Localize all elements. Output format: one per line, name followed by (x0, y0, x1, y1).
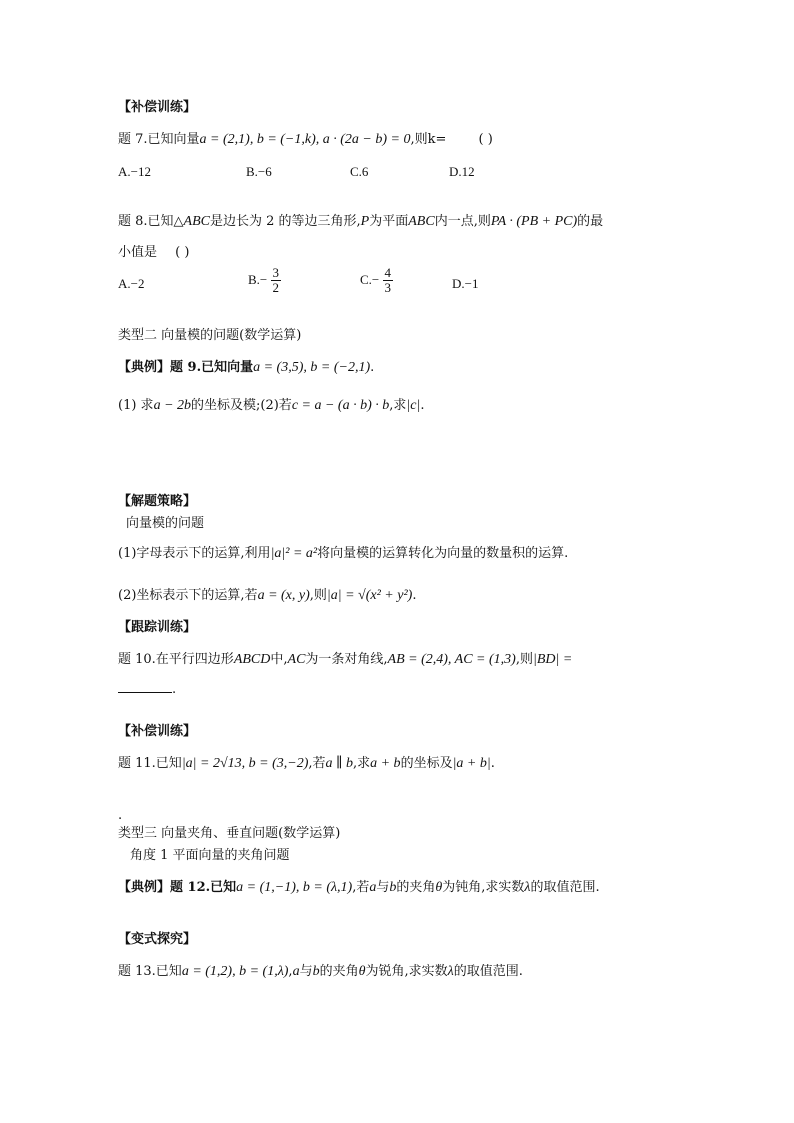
q8-option-c-sign: − (371, 271, 380, 287)
strategy-p2-expression: a = (x, y) (257, 588, 310, 603)
q7-option-a: A.−12 (118, 164, 151, 179)
question-9-subparts (118, 398, 424, 415)
q8-option-c-denominator: 3 (384, 280, 392, 296)
stray-dot: . (118, 808, 123, 823)
q11-end: . (490, 756, 495, 771)
q12-vector-a: a (369, 880, 377, 895)
q13-lambda: λ (447, 964, 454, 979)
q12-mid2: 与 (376, 880, 390, 895)
q8-option-b-denominator: 2 (272, 280, 280, 296)
q8-line2-text: 小值是 (118, 245, 158, 260)
q8-abc: ABC (183, 214, 210, 229)
strategy-header: 【解题策略】 (118, 494, 197, 509)
strategy-p2-end: . (412, 588, 417, 603)
q7-expression: a = (2,1), b = (−1,k), a · (2a − b) = 0 (199, 132, 411, 147)
strategy-p1-prefix: (1)字母表示下的运算,利用 (118, 546, 271, 561)
q8-p: P (360, 214, 370, 229)
angle-1-title: 角度 1 平面向量的夹角问题 (130, 848, 290, 863)
question-9 (118, 360, 374, 377)
question-11 (118, 756, 495, 773)
q9-prefix: 【典例】题 9.已知向量 (118, 360, 254, 375)
q9-sub-mid2: ,求 (389, 398, 407, 413)
q9-end: . (370, 360, 375, 375)
q9-sub-expression: a − 2b (153, 398, 192, 413)
q8-mid2: 为平面 (369, 214, 409, 229)
type-three-title: 类型三 向量夹角、垂直问题(数学运算) (118, 826, 341, 841)
q8-prefix: 题 8.已知△ (118, 214, 184, 229)
q8-option-c (360, 266, 393, 296)
strategy-point-1 (118, 546, 568, 563)
q10-abcd: ABCD (233, 652, 271, 667)
q12-lambda: λ (524, 880, 531, 895)
q9-expression: a = (3,5), b = (−2,1) (253, 360, 371, 375)
type-two-title: 类型二 向量模的问题(数学运算) (118, 328, 302, 343)
q10-mid3: ,则 (515, 652, 533, 667)
q13-expression: a = (1,2), b = (1,λ) (181, 964, 289, 979)
strategy-p1-suffix: 将向量模的运算转化为向量的数量积的运算. (317, 546, 569, 561)
q12-prefix: 【典例】题 12.已知 (118, 880, 237, 895)
q8-option-c-fraction (383, 266, 394, 296)
question-8-line1 (118, 214, 603, 231)
q7-answer-paren: ( ) (478, 132, 493, 147)
q13-end: 的取值范围. (453, 964, 523, 979)
q13-vector-b: b (312, 964, 320, 979)
q7-option-d: D.12 (449, 164, 475, 179)
q11-expression2: a ∥ b (325, 756, 353, 771)
q11-mid2: ,求 (352, 756, 371, 771)
strategy-title: 向量模的问题 (126, 516, 205, 531)
q8-answer-paren: ( ) (175, 245, 190, 260)
q13-prefix: 题 13.已知 (118, 964, 182, 979)
q12-vector-b: b (389, 880, 397, 895)
strategy-p2-mid: ,则 (309, 588, 327, 603)
question-13 (118, 964, 523, 981)
q13-mid3: 的夹角 (319, 964, 359, 979)
strategy-p1-expression: |a|² = a² (270, 546, 318, 561)
follow-up-header: 【跟踪训练】 (118, 620, 197, 635)
q8-option-b-numerator: 3 (272, 265, 280, 280)
q11-mid: ,若 (308, 756, 326, 771)
q13-mid: , (288, 964, 293, 979)
q13-theta: θ (358, 964, 366, 979)
q8-option-b-sign: − (259, 271, 268, 287)
q12-expression: a = (1,−1), b = (λ,1) (236, 880, 353, 895)
q11-expression: |a| = 2√13, b = (3,−2) (181, 756, 309, 771)
q12-theta: θ (435, 880, 443, 895)
q8-option-b (248, 266, 281, 296)
question-8-line2 (118, 245, 189, 261)
q8-mid: 是边长为 2 的等边三角形, (210, 214, 361, 229)
q8-end: 的最 (577, 214, 604, 229)
question-10-blank-line (118, 682, 176, 698)
q10-prefix: 题 10.在平行四边形 (118, 652, 234, 667)
q8-abc2: ABC (408, 214, 435, 229)
q8-expression: PA · (PB + PC) (490, 214, 578, 229)
q9-sub-end: . (420, 398, 425, 413)
q10-expression: AB = (2,4), AC = (1,3) (387, 652, 516, 667)
q10-expression2: |BD| = (532, 652, 573, 667)
q9-sub-prefix: (1) 求 (118, 398, 154, 413)
q8-option-b-label: B. (248, 271, 260, 287)
q11-prefix: 题 11.已知 (118, 756, 182, 771)
q8-option-d: D.−1 (452, 276, 479, 291)
q10-mid: 中, (270, 652, 288, 667)
q9-sub-expression2: c = a − (a · b) · b (291, 398, 390, 413)
question-7 (118, 132, 493, 149)
question-12 (118, 880, 600, 897)
q12-end: 的取值范围. (530, 880, 600, 895)
q7-option-c: C.6 (350, 164, 369, 179)
question-10 (118, 652, 572, 669)
q12-mid: ,若 (352, 880, 370, 895)
q10-ac: AC (287, 652, 306, 667)
q9-sub-mid: 的坐标及模;(2)若 (191, 398, 292, 413)
q8-option-a: A.−2 (118, 276, 145, 291)
strategy-p2-expression2: |a| = √(x² + y²) (326, 588, 413, 603)
q13-mid2: 与 (299, 964, 313, 979)
section-header-compensation: 【补偿训练】 (118, 100, 197, 115)
strategy-p2-prefix: (2)坐标表示下的运算,若 (118, 588, 258, 603)
q12-mid4: 为钝角,求实数 (442, 880, 525, 895)
q10-end: . (172, 682, 177, 697)
q8-option-c-numerator: 4 (384, 265, 392, 280)
q11-mid3: 的坐标及 (400, 756, 453, 771)
strategy-point-2 (118, 588, 416, 605)
q13-mid4: 为锐角,求实数 (365, 964, 448, 979)
q8-mid3: 内一点,则 (434, 214, 491, 229)
q7-suffix: ,则k= (410, 132, 447, 147)
q11-expression4: |a + b| (452, 756, 491, 771)
q7-option-b: B.−6 (246, 164, 272, 179)
q9-sub-expression3: |c| (406, 398, 421, 413)
q10-mid2: 为一条对角线, (305, 652, 388, 667)
compensation-header-2: 【补偿训练】 (118, 724, 197, 739)
q13-vector-a: a (292, 964, 300, 979)
q12-mid3: 的夹角 (396, 880, 436, 895)
q8-option-c-label: C. (360, 271, 372, 287)
q10-answer-blank (118, 682, 172, 693)
q11-expression3: a + b (370, 756, 401, 771)
q8-option-b-fraction (271, 266, 282, 296)
variant-explore-header: 【变式探究】 (118, 932, 197, 947)
q7-prefix: 题 7.已知向量 (118, 132, 200, 147)
